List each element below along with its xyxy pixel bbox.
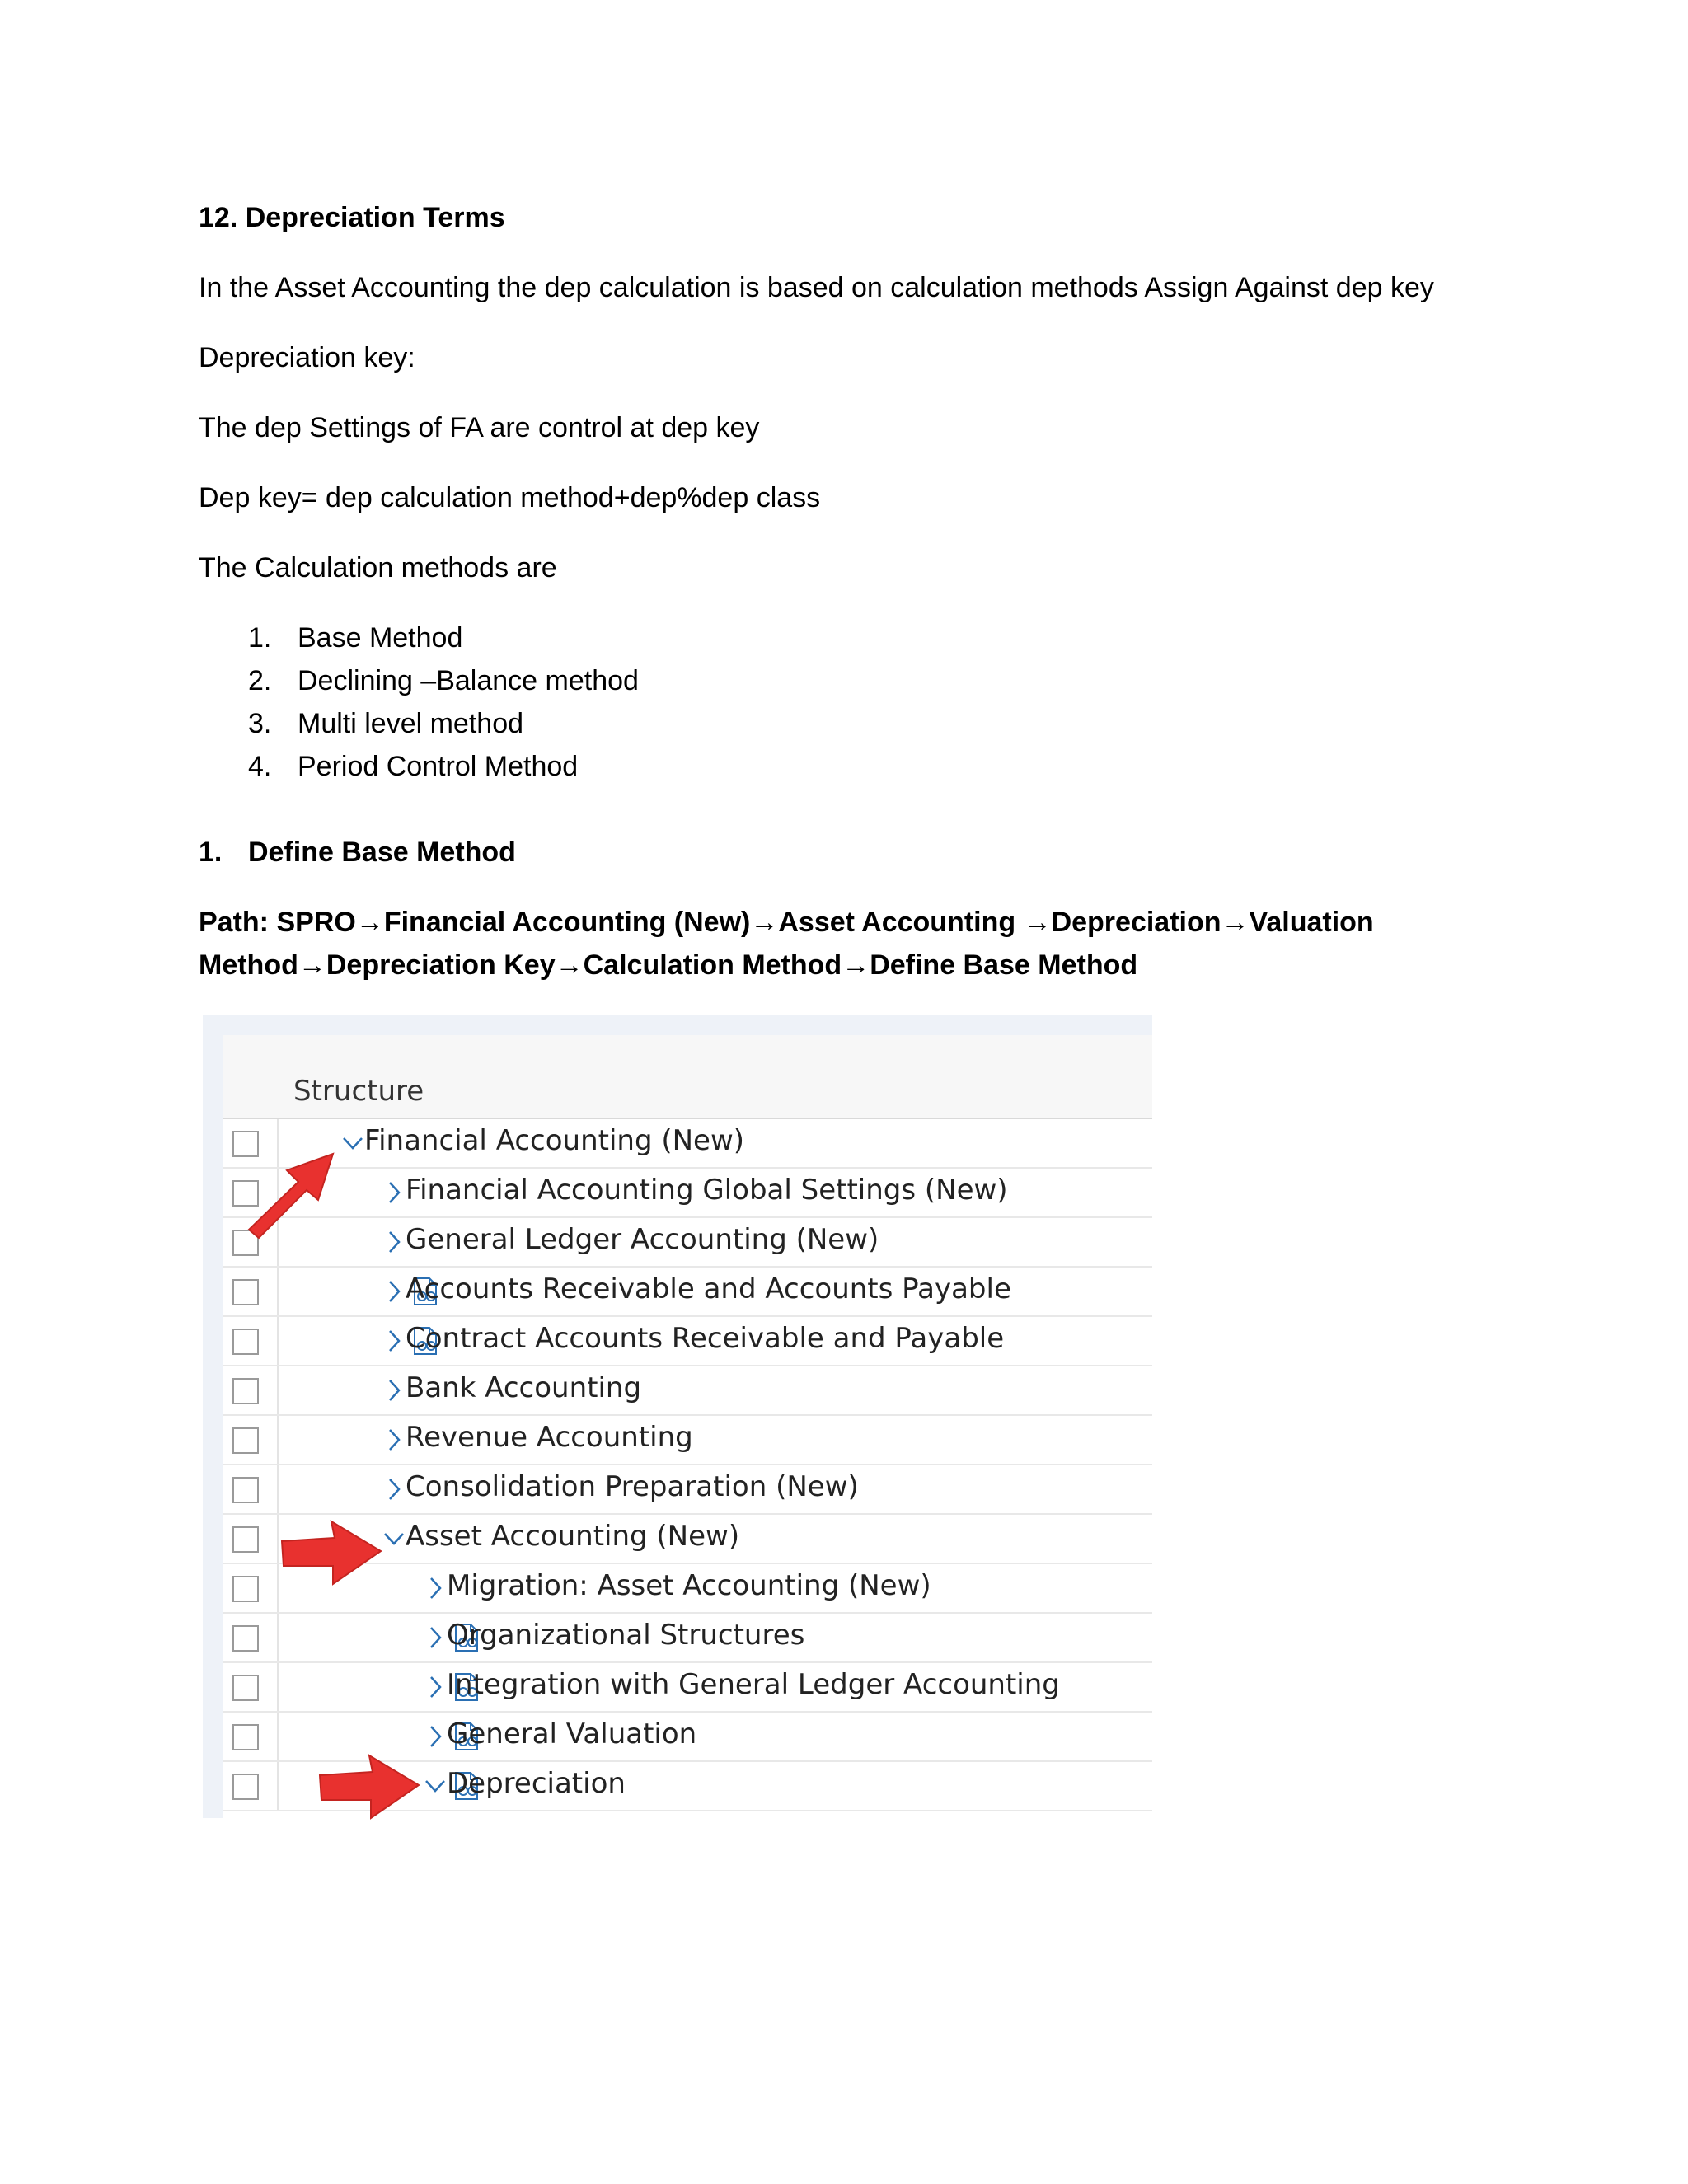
row-selector-cell	[223, 1317, 279, 1365]
structure-tree	[223, 1035, 1152, 1818]
tree-node-label[interactable]: Consolidation Preparation (New)	[406, 1470, 859, 1503]
dep-key-formula: Dep key= dep calculation method+dep%dep class	[199, 482, 821, 513]
list-label: Declining –Balance method	[298, 665, 639, 696]
path-step: Depreciation Key	[326, 949, 556, 981]
chevron-down-icon[interactable]	[341, 1130, 364, 1156]
row-checkbox[interactable]	[232, 1774, 259, 1800]
path-step: Financial Accounting (New)	[383, 907, 751, 938]
row-selector-cell	[223, 1564, 279, 1612]
chevron-down-icon[interactable]	[382, 1526, 406, 1552]
chevron-right-icon[interactable]	[424, 1723, 447, 1750]
row-selector-cell	[223, 1614, 279, 1661]
row-selector-cell	[223, 1465, 279, 1513]
chevron-right-icon[interactable]	[382, 1229, 406, 1255]
row-checkbox[interactable]	[232, 1576, 259, 1602]
subsection-title: Define Base Method	[248, 837, 516, 868]
methods-list	[199, 616, 1559, 788]
list-item	[199, 702, 1559, 745]
path-arrow: →	[750, 907, 779, 938]
tree-node-label[interactable]: Migration: Asset Accounting (New)	[447, 1569, 931, 1602]
chevron-right-icon[interactable]	[424, 1624, 447, 1651]
dep-key-label: Depreciation key:	[199, 342, 415, 373]
row-selector-cell	[223, 1762, 279, 1810]
tree-row[interactable]	[223, 1366, 1152, 1416]
path-prefix: Path: SPRO	[199, 907, 356, 938]
dep-settings-paragraph: The dep Settings of FA are control at dep key	[199, 412, 760, 443]
tree-row[interactable]	[223, 1416, 1152, 1465]
list-number: 2.	[248, 665, 272, 696]
row-checkbox[interactable]	[232, 1427, 259, 1454]
tree-row[interactable]	[223, 1465, 1152, 1515]
intro-paragraph: In the Asset Accounting the dep calculation is based on calculation methods Assign Against dep key	[199, 272, 1434, 303]
tree-node-label[interactable]: General Valuation	[447, 1718, 697, 1750]
path-step: Valuation Method	[199, 907, 1374, 981]
chevron-right-icon[interactable]	[382, 1179, 406, 1206]
tree-node-label[interactable]: Organizational Structures	[447, 1619, 805, 1652]
tree-rows	[223, 1119, 1152, 1811]
menu-path	[199, 901, 1559, 987]
tree-node-label[interactable]: Depreciation	[447, 1767, 626, 1800]
row-selector-cell	[223, 1713, 279, 1760]
chevron-right-icon[interactable]	[382, 1377, 406, 1404]
tree-row[interactable]	[223, 1614, 1152, 1663]
chevron-right-icon[interactable]	[424, 1674, 447, 1700]
path-step: Depreciation	[1051, 907, 1221, 938]
list-label: Period Control Method	[298, 751, 579, 782]
tree-row[interactable]	[223, 1663, 1152, 1713]
tree-row[interactable]	[223, 1169, 1152, 1218]
list-item	[199, 659, 1559, 702]
sap-structure-screenshot	[203, 1015, 1152, 1818]
row-selector-cell	[223, 1663, 279, 1711]
row-selector-cell	[223, 1268, 279, 1315]
tree-node-label[interactable]: Revenue Accounting	[406, 1421, 693, 1454]
row-checkbox[interactable]	[232, 1625, 259, 1652]
document-body	[199, 196, 1559, 987]
chevron-right-icon[interactable]	[382, 1476, 406, 1502]
path-arrow: →	[842, 949, 870, 981]
row-checkbox[interactable]	[232, 1526, 259, 1553]
chevron-down-icon[interactable]	[424, 1773, 447, 1799]
path-step: Define Base Method	[870, 949, 1138, 981]
tree-row[interactable]	[223, 1218, 1152, 1268]
section-title: 12. Depreciation Terms	[199, 202, 505, 233]
chevron-right-icon[interactable]	[424, 1575, 447, 1601]
tree-node-label[interactable]: Bank Accounting	[406, 1371, 642, 1404]
chevron-right-icon[interactable]	[382, 1328, 406, 1354]
path-arrow: →	[555, 949, 584, 981]
row-selector-cell	[223, 1416, 279, 1464]
row-checkbox[interactable]	[232, 1477, 259, 1503]
row-selector-cell	[223, 1515, 279, 1563]
path-arrow: →	[1221, 907, 1250, 938]
path-arrow: →	[355, 907, 384, 938]
row-selector-cell	[223, 1366, 279, 1414]
tree-node-label[interactable]: Financial Accounting (New)	[364, 1124, 745, 1157]
structure-column-header: Structure	[293, 1075, 424, 1108]
row-checkbox[interactable]	[232, 1378, 259, 1404]
tree-node-label[interactable]: Financial Accounting Global Settings (New)	[406, 1174, 1008, 1207]
subsection-heading	[199, 831, 1559, 874]
chevron-right-icon[interactable]	[382, 1278, 406, 1305]
tree-row[interactable]	[223, 1119, 1152, 1169]
path-step: Asset Accounting	[778, 907, 1024, 938]
list-item	[199, 745, 1559, 788]
tree-node-label[interactable]: General Ledger Accounting (New)	[406, 1223, 879, 1256]
tree-node-label[interactable]: Asset Accounting (New)	[406, 1520, 740, 1553]
chevron-right-icon[interactable]	[382, 1427, 406, 1453]
tree-node-label[interactable]: Contract Accounts Receivable and Payable	[406, 1322, 1005, 1355]
red-arrow-icon	[241, 1147, 340, 1240]
row-checkbox[interactable]	[232, 1279, 259, 1305]
list-number: 3.	[248, 708, 272, 739]
row-checkbox[interactable]	[232, 1724, 259, 1750]
calc-methods-intro: The Calculation methods are	[199, 552, 557, 583]
list-item	[199, 616, 1559, 659]
list-label: Multi level method	[298, 708, 524, 739]
red-arrow-icon	[277, 1518, 384, 1587]
list-number: 1.	[248, 622, 272, 654]
red-arrow-icon	[315, 1752, 422, 1821]
tree-header	[223, 1035, 1152, 1119]
tree-node-label[interactable]: Integration with General Ledger Accounting	[447, 1668, 1060, 1701]
tree-row[interactable]	[223, 1317, 1152, 1366]
path-step: Calculation Method	[583, 949, 842, 981]
row-checkbox[interactable]	[232, 1675, 259, 1701]
path-arrow: →	[298, 949, 326, 981]
path-arrow: →	[1023, 907, 1052, 938]
tree-row[interactable]	[223, 1268, 1152, 1317]
list-number: 4.	[248, 751, 272, 782]
subsection-number: 1.	[199, 837, 223, 868]
row-checkbox[interactable]	[232, 1329, 259, 1355]
list-label: Base Method	[298, 622, 463, 654]
tree-node-label[interactable]: Accounts Receivable and Accounts Payable	[406, 1272, 1011, 1305]
